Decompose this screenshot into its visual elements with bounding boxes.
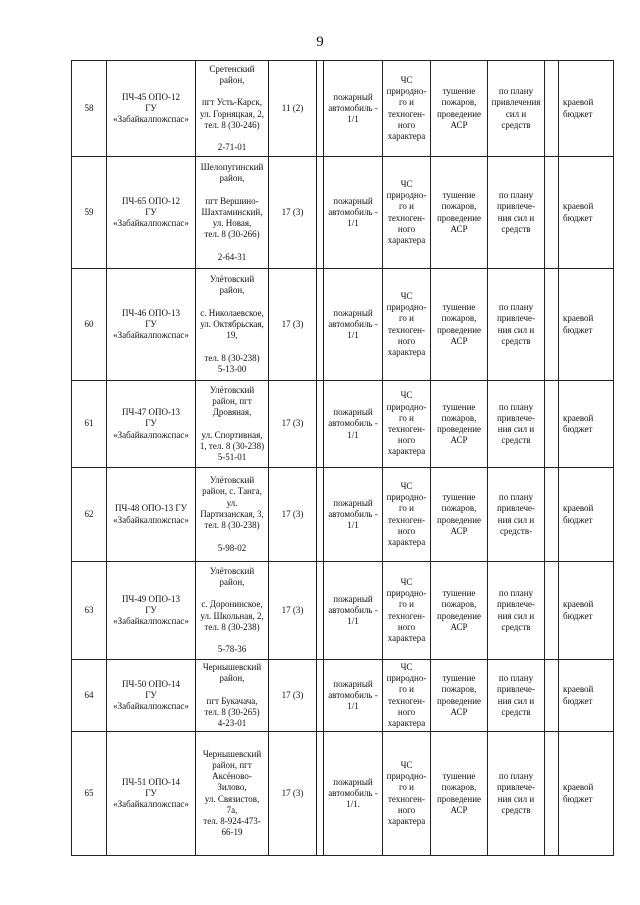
row-number-cell: 65 — [72, 732, 107, 856]
table-row — [72, 157, 614, 269]
location-cell: Улётовский район, с. Танга, ул. Партизанская, 3, тел. 8 (30-238) 5-98-02 — [196, 468, 269, 562]
emergency-type-cell: ЧС природно- го и техноген- ного характера — [383, 468, 431, 562]
empty-cell — [317, 157, 324, 269]
empty-cell — [545, 269, 559, 381]
empty-cell — [317, 660, 324, 732]
deployment-plan-cell: по плану привлечения сил и средств — [488, 61, 545, 157]
funding-source-cell: краевой бюджет — [559, 732, 614, 856]
funding-source-cell: краевой бюджет — [559, 61, 614, 157]
empty-cell — [317, 381, 324, 468]
empty-cell — [317, 468, 324, 562]
table-row — [72, 732, 614, 856]
emergency-type-cell: ЧС природно- го и техноген- ного характера — [383, 660, 431, 732]
unit-name-cell: ПЧ-51 ОПО-14 ГУ «Забайкалпожспас» — [107, 732, 196, 856]
staff-count-cell: 17 (3) — [269, 381, 317, 468]
empty-cell — [545, 468, 559, 562]
staff-count-cell: 17 (3) — [269, 157, 317, 269]
vehicle-cell: пожарный автомобиль - 1/1 — [324, 269, 383, 381]
staff-count-cell: 17 (3) — [269, 269, 317, 381]
empty-cell — [545, 61, 559, 157]
table-body — [72, 61, 614, 856]
table-row — [72, 660, 614, 732]
emergency-type-cell: ЧС природно- го и техноген- ного характера — [383, 269, 431, 381]
emergency-type-cell: ЧС природно- го и техноген- ного характера — [383, 157, 431, 269]
vehicle-cell: пожарный автомобиль - 1/1 — [324, 381, 383, 468]
fire-units-table — [71, 60, 614, 856]
empty-cell — [545, 381, 559, 468]
deployment-plan-cell: по плану привлече- ния сил и средств — [488, 381, 545, 468]
funding-source-cell: краевой бюджет — [559, 562, 614, 660]
unit-name-cell: ПЧ-50 ОПО-14 ГУ «Забайкалпожспас» — [107, 660, 196, 732]
empty-cell — [545, 660, 559, 732]
deployment-plan-cell: по плану привлече- ния сил и средств — [488, 660, 545, 732]
vehicle-cell: пожарный автомобиль - 1/1 — [324, 660, 383, 732]
vehicle-cell: пожарный автомобиль - 1/1 — [324, 61, 383, 157]
tasks-cell: тушение пожаров, проведение АСР — [431, 660, 488, 732]
page-number: 9 — [316, 34, 324, 50]
table-row — [72, 562, 614, 660]
location-cell: Улётовский район, пгт Дровяная, ул. Спортивная, 1, тел. 8 (30-238) 5-51-01 — [196, 381, 269, 468]
deployment-plan-cell: по плану привлече- ния сил и средств- — [488, 468, 545, 562]
empty-cell — [545, 562, 559, 660]
row-number-cell: 64 — [72, 660, 107, 732]
vehicle-cell: пожарный автомобиль - 1/1. — [324, 732, 383, 856]
funding-source-cell: краевой бюджет — [559, 269, 614, 381]
vehicle-cell: пожарный автомобиль - 1/1 — [324, 468, 383, 562]
unit-name-cell: ПЧ-65 ОПО-12 ГУ «Забайкалпожспас» — [107, 157, 196, 269]
vehicle-cell: пожарный автомобиль - 1/1 — [324, 157, 383, 269]
emergency-type-cell: ЧС природно- го и техноген- ного характера — [383, 562, 431, 660]
unit-name-cell: ПЧ-48 ОПО-13 ГУ «Забайкалпожспас» — [107, 468, 196, 562]
tasks-cell: тушение пожаров, проведение АСР — [431, 562, 488, 660]
empty-cell — [545, 157, 559, 269]
tasks-cell: тушение пожаров, проведение АСР — [431, 269, 488, 381]
table-row — [72, 381, 614, 468]
emergency-type-cell: ЧС природно- го и техноген- ного характера — [383, 381, 431, 468]
tasks-cell: тушение пожаров, проведение АСР — [431, 61, 488, 157]
tasks-cell: тушение пожаров, проведение АСР — [431, 157, 488, 269]
location-cell: Шелопугинский район, пгт Вершино- Шахтаминский, ул. Новая, тел. 8 (30-266) 2-64-31 — [196, 157, 269, 269]
unit-name-cell: ПЧ-45 ОПО-12 ГУ «Забайкалпожспас» — [107, 61, 196, 157]
tasks-cell: тушение пожаров, проведение АСР — [431, 381, 488, 468]
funding-source-cell: краевой бюджет — [559, 660, 614, 732]
row-number-cell: 59 — [72, 157, 107, 269]
empty-cell — [545, 732, 559, 856]
row-number-cell: 60 — [72, 269, 107, 381]
table-row — [72, 61, 614, 157]
row-number-cell: 58 — [72, 61, 107, 157]
unit-name-cell: ПЧ-49 ОПО-13 ГУ «Забайкалпожспас» — [107, 562, 196, 660]
tasks-cell: тушение пожаров, проведение АСР — [431, 468, 488, 562]
funding-source-cell: краевой бюджет — [559, 157, 614, 269]
location-cell: Сретенский район, пгт Усть-Карск, ул. Горняцкая, 2, тел. 8 (30-246) 2-71-01 — [196, 61, 269, 157]
deployment-plan-cell: по плану привлече- ния сил и средств — [488, 157, 545, 269]
unit-name-cell: ПЧ-47 ОПО-13 ГУ «Забайкалпожспас» — [107, 381, 196, 468]
emergency-type-cell: ЧС природно- го и техноген- ного характера — [383, 61, 431, 157]
empty-cell — [317, 562, 324, 660]
staff-count-cell: 17 (3) — [269, 562, 317, 660]
staff-count-cell: 17 (3) — [269, 732, 317, 856]
table-row — [72, 468, 614, 562]
emergency-type-cell: ЧС природно- го и техноген- ного характера — [383, 732, 431, 856]
vehicle-cell: пожарный автомобиль - 1/1 — [324, 562, 383, 660]
funding-source-cell: краевой бюджет — [559, 468, 614, 562]
row-number-cell: 62 — [72, 468, 107, 562]
location-cell: Чернышевский район, пгт Аксёново- Зилово, ул. Связистов, 7а, тел. 8-924-473- 66-19 — [196, 732, 269, 856]
row-number-cell: 63 — [72, 562, 107, 660]
location-cell: Улётовский район, с. Николаевское, ул. Октябрьская, 19, тел. 8 (30-238) 5-13-00 — [196, 269, 269, 381]
tasks-cell: тушение пожаров, проведение АСР — [431, 732, 488, 856]
staff-count-cell: 17 (3) — [269, 468, 317, 562]
empty-cell — [317, 61, 324, 157]
deployment-plan-cell: по плану привлече- ния сил и средств — [488, 269, 545, 381]
table-row — [72, 269, 614, 381]
location-cell: Улётовский район, с. Доронинское, ул. Школьная, 2, тел. 8 (30-238) 5-78-36 — [196, 562, 269, 660]
deployment-plan-cell: по плану привлече- ния сил и средств — [488, 562, 545, 660]
staff-count-cell: 11 (2) — [269, 61, 317, 157]
funding-source-cell: краевой бюджет — [559, 381, 614, 468]
deployment-plan-cell: по плану привлече- ния сил и средств — [488, 732, 545, 856]
unit-name-cell: ПЧ-46 ОПО-13 ГУ «Забайкалпожспас» — [107, 269, 196, 381]
empty-cell — [317, 269, 324, 381]
location-cell: Чернышевский район, пгт Букачача, тел. 8 (30-265) 4-23-01 — [196, 660, 269, 732]
empty-cell — [317, 732, 324, 856]
row-number-cell: 61 — [72, 381, 107, 468]
staff-count-cell: 17 (3) — [269, 660, 317, 732]
